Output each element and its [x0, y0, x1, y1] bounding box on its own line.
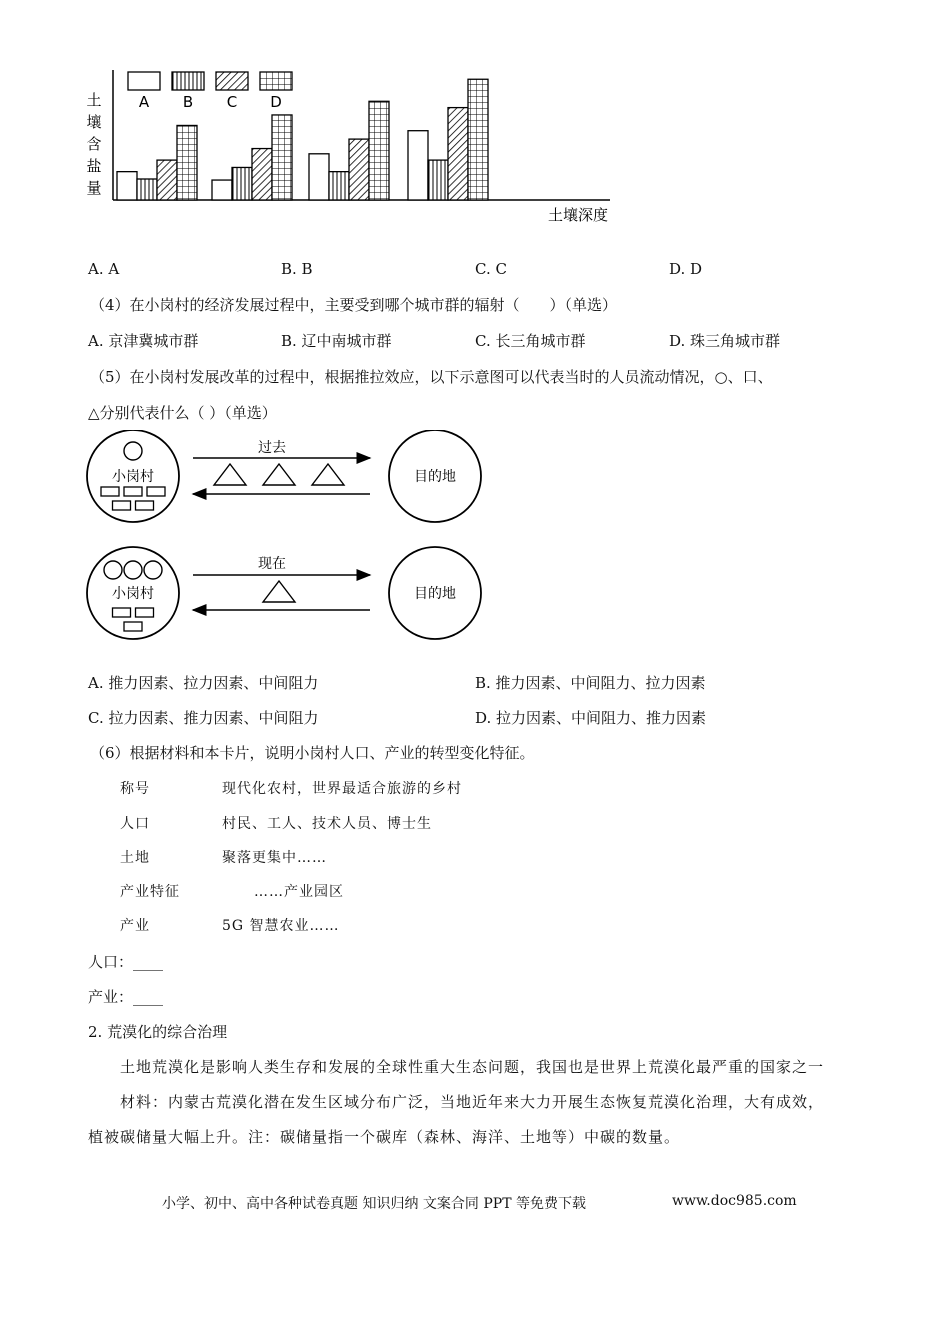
- footer-url[interactable]: www.doc985.com: [672, 1193, 797, 1209]
- q3-option-b[interactable]: B. B: [281, 260, 313, 278]
- legend-label-b: B: [182, 93, 194, 111]
- now-label: 现在: [258, 556, 286, 572]
- legend-label-d: D: [270, 93, 282, 111]
- past-triangles: [214, 464, 344, 485]
- square-marker: [136, 608, 154, 617]
- now-village-label: 小岗村: [112, 586, 154, 602]
- square-marker: [113, 501, 131, 510]
- now-destination-label: 目的地: [414, 586, 456, 602]
- chart-y-label-char: 盐: [86, 157, 102, 175]
- past-destination-label: 目的地: [414, 469, 456, 485]
- card-key-title: 称号: [120, 781, 150, 797]
- legend-label-c: C: [226, 93, 238, 111]
- square-marker: [136, 501, 154, 510]
- bar-c-3: [349, 139, 369, 200]
- square-marker: [113, 608, 131, 617]
- chart-x-label: 土壤深度: [547, 206, 608, 224]
- chart-y-label-char: 壤: [86, 113, 102, 131]
- resident-circle: [124, 561, 142, 579]
- answer-industry[interactable]: 产业：____: [88, 988, 164, 1006]
- card-value-industry-feature: ……产业园区: [254, 884, 344, 900]
- card-value-population: 村民、工人、技术人员、博士生: [222, 816, 432, 832]
- card-value-industry: 5G 智慧农业……: [222, 918, 340, 934]
- q5-stem-line2: △分别代表什么（ ）（单选）: [88, 404, 277, 422]
- q4-option-a[interactable]: A. 京津冀城市群: [88, 332, 199, 350]
- card-key-industry: 产业: [120, 918, 150, 934]
- chart-y-label-char: 土: [86, 91, 102, 109]
- past-label: 过去: [258, 440, 286, 456]
- now-squares: [113, 608, 154, 631]
- chart-bars: [117, 79, 488, 200]
- section2-para1: 土地荒漠化是影响人类生存和发展的全球性重大生态问题，我国也是世界上荒漠化最严重的国家之一: [120, 1058, 825, 1076]
- square-marker: [147, 487, 165, 496]
- past-village-label: 小岗村: [112, 469, 154, 485]
- now-circles: [104, 561, 162, 579]
- chart-y-label-char: 量: [86, 179, 102, 197]
- bar-b-3: [329, 172, 349, 200]
- section2-para2-line1: 材料：内蒙古荒漠化潜在发生区域分布广泛，当地近年来大力开展生态恢复荒漠化治理，大有成效，: [120, 1093, 825, 1111]
- card-key-population: 人口: [120, 816, 150, 832]
- card-key-land: 土地: [120, 850, 150, 866]
- triangle-marker: [263, 581, 295, 602]
- triangle-marker: [214, 464, 246, 485]
- bar-c-2: [252, 149, 272, 200]
- bar-a-3: [309, 154, 329, 200]
- bar-b-1: [137, 179, 157, 200]
- chart-y-label-char: 含: [86, 135, 102, 153]
- section2-para2-line2: 植被碳储量大幅上升。注：碳储量指一个碳库（森林、海洋、土地等）中碳的数量。: [88, 1128, 681, 1146]
- resident-circle: [104, 561, 122, 579]
- bar-a-2: [212, 180, 232, 200]
- bar-d-3: [369, 101, 389, 200]
- q4-option-b[interactable]: B. 辽中南城市群: [281, 332, 392, 350]
- bar-a-1: [117, 172, 137, 200]
- q5-option-a[interactable]: A. 推力因素、拉力因素、中间阻力: [88, 674, 319, 692]
- bar-d-4: [468, 79, 488, 200]
- triangle-marker: [263, 464, 295, 485]
- answer-population[interactable]: 人口：____: [88, 953, 164, 971]
- bar-c-1: [157, 160, 177, 200]
- square-marker: [124, 622, 142, 631]
- bar-d-1: [177, 125, 197, 200]
- card-value-title: 现代化农村，世界最适合旅游的乡村: [222, 781, 462, 797]
- bar-a-4: [408, 131, 428, 200]
- triangle-marker: [312, 464, 344, 485]
- resident-circle: [124, 442, 142, 460]
- q3-option-d[interactable]: D. D: [669, 260, 703, 278]
- footer-left-text: 小学、初中、高中各种试卷真题 知识归纳 文案合同 PPT 等免费下载: [162, 1196, 586, 1212]
- q4-option-d[interactable]: D. 珠三角城市群: [669, 332, 781, 350]
- resident-circle: [144, 561, 162, 579]
- square-marker: [101, 487, 119, 496]
- push-pull-diagram: [80, 430, 500, 670]
- card-value-land: 聚落更集中……: [222, 850, 327, 866]
- legend-swatch-c: [216, 72, 248, 90]
- q4-option-c[interactable]: C. 长三角城市群: [475, 332, 586, 350]
- bar-b-4: [428, 160, 448, 200]
- legend-swatch-d: [260, 72, 292, 90]
- soil-salt-chart: [80, 60, 640, 230]
- bar-c-4: [448, 108, 468, 200]
- q5-option-c[interactable]: C. 拉力因素、推力因素、中间阻力: [88, 709, 319, 727]
- chart-legend: [128, 72, 292, 111]
- legend-swatch-a: [128, 72, 160, 90]
- q6-stem: （6）根据材料和本卡片，说明小岗村人口、产业的转型变化特征。: [90, 744, 535, 762]
- chart-y-label: [86, 91, 101, 197]
- bar-d-2: [272, 115, 292, 200]
- section2-title: 2. 荒漠化的综合治理: [88, 1023, 228, 1041]
- past-circles: [124, 442, 142, 460]
- q5-option-d[interactable]: D. 拉力因素、中间阻力、推力因素: [475, 709, 707, 727]
- q4-stem: （4）在小岗村的经济发展过程中，主要受到哪个城市群的辐射（ ）（单选）: [90, 296, 618, 314]
- past-squares: [101, 487, 165, 510]
- q3-option-a[interactable]: A. A: [88, 260, 120, 278]
- card-key-industry-feature: 产业特征: [120, 884, 180, 900]
- bar-b-2: [232, 167, 252, 200]
- square-marker: [124, 487, 142, 496]
- q5-option-b[interactable]: B. 推力因素、中间阻力、拉力因素: [475, 674, 706, 692]
- now-triangles: [263, 581, 295, 602]
- q3-option-c[interactable]: C. C: [475, 260, 507, 278]
- legend-label-a: A: [138, 93, 150, 111]
- q5-stem-line1: （5）在小岗村发展改革的过程中，根据推拉效应，以下示意图可以代表当时的人员流动情况，○、口、: [90, 368, 773, 386]
- legend-swatch-b: [172, 72, 204, 90]
